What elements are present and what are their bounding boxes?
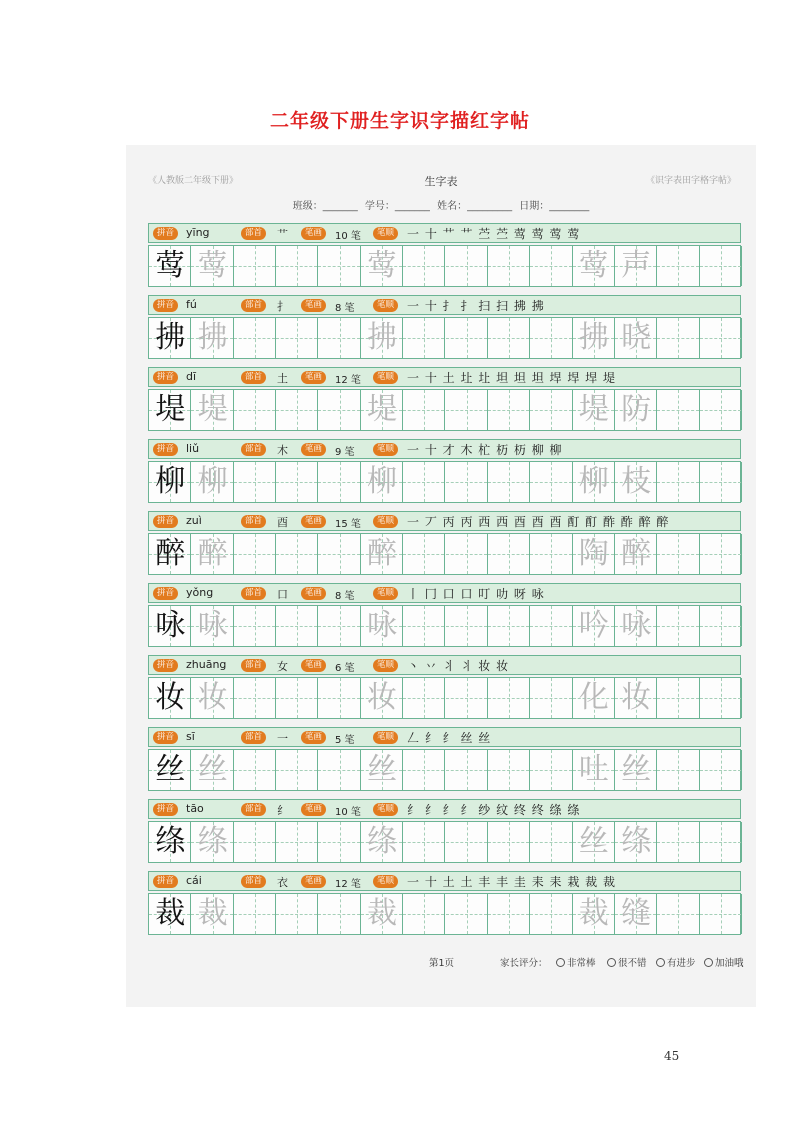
grid-cell[interactable] <box>488 750 530 790</box>
trace-character: 丝 <box>197 752 228 787</box>
trace-character: 妆 <box>197 680 228 715</box>
grid-cell[interactable] <box>318 822 360 862</box>
pinyin-tag: 拼音 <box>153 731 178 744</box>
grid-cell[interactable] <box>318 606 360 646</box>
entry-info-bar <box>148 871 741 891</box>
entry-info-bar <box>148 439 741 459</box>
parent-rating-label: 家长评分： <box>500 958 548 969</box>
grid-cell[interactable] <box>657 390 699 430</box>
pinyin-value: yǒng <box>186 586 214 599</box>
model-character: 拂 <box>155 320 186 355</box>
strokes-tag: 笔画 <box>301 443 326 456</box>
writing-grid <box>148 389 741 431</box>
writing-grid <box>148 893 741 935</box>
entry-info-bar <box>148 367 741 387</box>
character-entry <box>148 367 741 439</box>
grid-cell[interactable] <box>403 318 445 358</box>
grid-cell[interactable] <box>700 390 742 430</box>
grid-cell[interactable] <box>276 318 318 358</box>
stroke-order-tag: 笔顺 <box>373 515 398 528</box>
grid-cell[interactable] <box>657 894 699 934</box>
character-entry <box>148 583 741 655</box>
radical-tag: 部首 <box>241 731 266 744</box>
grid-cell[interactable] <box>530 462 572 502</box>
stroke-order-tag: 笔顺 <box>373 299 398 312</box>
rating-option[interactable]: 非常棒 <box>556 955 596 969</box>
writing-grid <box>148 749 741 791</box>
character-entry <box>148 655 741 727</box>
strokes-value: 10 笔 <box>335 231 361 242</box>
pinyin-tag: 拼音 <box>153 659 178 672</box>
writing-grid <box>148 317 741 359</box>
pinyin-value: zhuāng <box>186 658 227 671</box>
strokes-value: 15 笔 <box>335 519 361 530</box>
writing-grid <box>148 677 741 719</box>
stroke-order-tag: 笔顺 <box>373 371 398 384</box>
character-entry <box>148 799 741 871</box>
pinyin-tag: 拼音 <box>153 443 178 456</box>
grid-cell[interactable] <box>530 390 572 430</box>
writing-grid <box>148 821 741 863</box>
grid-cell[interactable] <box>276 462 318 502</box>
trace-character: 柳 <box>366 464 397 499</box>
grid-cell[interactable] <box>488 678 530 718</box>
pinyin-tag: 拼音 <box>153 299 178 312</box>
trace-character: 醉 <box>197 536 228 571</box>
pinyin-value: yīng <box>186 226 210 239</box>
grid-cell[interactable] <box>276 390 318 430</box>
grid-cell[interactable] <box>488 894 530 934</box>
strokes-tag: 笔画 <box>301 659 326 672</box>
grid-cell[interactable] <box>530 606 572 646</box>
radical-tag: 部首 <box>241 875 266 888</box>
grid-cell[interactable] <box>234 462 276 502</box>
grid-cell[interactable] <box>700 462 742 502</box>
grid-cell[interactable] <box>403 894 445 934</box>
grid-cell[interactable] <box>318 678 360 718</box>
strokes-tag: 笔画 <box>301 803 326 816</box>
rating-option[interactable]: 很不错 <box>607 955 647 969</box>
grid-cell[interactable] <box>700 822 742 862</box>
entry-info-bar <box>148 655 741 675</box>
word-character: 枝 <box>621 464 652 499</box>
stroke-order-tag: 笔顺 <box>373 731 398 744</box>
model-character: 妆 <box>155 680 186 715</box>
word-character: 裁 <box>578 896 609 931</box>
grid-cell[interactable] <box>234 606 276 646</box>
grid-cell[interactable] <box>530 318 572 358</box>
grid-cell[interactable] <box>446 822 488 862</box>
grid-cell[interactable] <box>318 462 360 502</box>
grid-cell[interactable] <box>488 246 530 286</box>
entry-info-bar <box>148 727 741 747</box>
strokes-tag: 笔画 <box>301 587 326 600</box>
strokes-value: 8 笔 <box>335 303 355 314</box>
model-character: 柳 <box>155 464 186 499</box>
trace-character: 妆 <box>366 680 397 715</box>
model-character: 裁 <box>155 896 186 931</box>
grid-cell[interactable] <box>700 318 742 358</box>
worksheet-footer <box>126 955 756 975</box>
grid-cell[interactable] <box>657 318 699 358</box>
strokes-value: 12 笔 <box>335 879 361 890</box>
grid-cell[interactable] <box>234 390 276 430</box>
pinyin-tag: 拼音 <box>153 371 178 384</box>
grid-cell[interactable] <box>403 390 445 430</box>
strokes-tag: 笔画 <box>301 371 326 384</box>
writing-grid <box>148 245 741 287</box>
grid-cell[interactable] <box>657 822 699 862</box>
strokes-tag: 笔画 <box>301 731 326 744</box>
trace-character: 咏 <box>197 608 228 643</box>
pinyin-tag: 拼音 <box>153 515 178 528</box>
radical-tag: 部首 <box>241 371 266 384</box>
word-character: 拂 <box>578 320 609 355</box>
grid-cell[interactable] <box>530 894 572 934</box>
pinyin-value: dī <box>186 370 197 383</box>
word-character: 咏 <box>621 608 652 643</box>
pinyin-tag: 拼音 <box>153 875 178 888</box>
writing-grid <box>148 461 741 503</box>
writing-grid <box>148 533 741 575</box>
character-entry <box>148 439 741 511</box>
grid-cell[interactable] <box>276 246 318 286</box>
grid-cell[interactable] <box>234 318 276 358</box>
entry-info-bar <box>148 583 741 603</box>
grid-cell[interactable] <box>318 894 360 934</box>
strokes-tag: 笔画 <box>301 515 326 528</box>
trace-character: 莺 <box>366 248 397 283</box>
model-character: 醉 <box>155 536 186 571</box>
strokes-value: 5 笔 <box>335 735 355 746</box>
trace-character: 柳 <box>197 464 228 499</box>
word-character: 莺 <box>578 248 609 283</box>
grid-cell[interactable] <box>446 462 488 502</box>
strokes-value: 12 笔 <box>335 375 361 386</box>
radical-tag: 部首 <box>241 443 266 456</box>
trace-character: 醉 <box>366 536 397 571</box>
word-character: 柳 <box>578 464 609 499</box>
trace-character: 堤 <box>366 392 397 427</box>
model-character: 咏 <box>155 608 186 643</box>
grid-cell[interactable] <box>276 534 318 574</box>
grid-cell[interactable] <box>403 534 445 574</box>
grid-cell[interactable] <box>234 822 276 862</box>
stroke-order-tag: 笔顺 <box>373 227 398 240</box>
grid-cell[interactable] <box>446 534 488 574</box>
radical-tag: 部首 <box>241 227 266 240</box>
word-character: 化 <box>578 680 609 715</box>
grid-cell[interactable] <box>403 462 445 502</box>
radical-tag: 部首 <box>241 803 266 816</box>
grid-cell[interactable] <box>488 462 530 502</box>
stroke-order-value: 一 十 艹 艹 苎 苎 莺 莺 莺 莺 <box>407 227 581 241</box>
grid-cell[interactable] <box>234 678 276 718</box>
radical-value: 衣 <box>277 876 288 889</box>
grid-cell[interactable] <box>700 750 742 790</box>
radical-tag: 部首 <box>241 587 266 600</box>
stroke-order-value: 一 十 才 木 杧 杤 杤 柳 柳 <box>407 443 563 457</box>
grid-cell[interactable] <box>700 246 742 286</box>
entry-info-bar <box>148 223 741 243</box>
grid-cell[interactable] <box>403 822 445 862</box>
grid-cell[interactable] <box>700 894 742 934</box>
grid-cell[interactable] <box>403 678 445 718</box>
model-character: 丝 <box>155 752 186 787</box>
grid-cell[interactable] <box>318 534 360 574</box>
trace-character: 拂 <box>197 320 228 355</box>
trace-character: 裁 <box>366 896 397 931</box>
stroke-order-value: 丶 丷 丬 丬 妆 妆 <box>407 659 510 673</box>
grid-cell[interactable] <box>276 606 318 646</box>
grid-cell[interactable] <box>657 678 699 718</box>
pinyin-value: liǔ <box>186 442 200 455</box>
stroke-order-value: 一 十 扌 扌 扫 扫 拂 拂 <box>407 299 545 313</box>
entry-info-bar <box>148 511 741 531</box>
character-entry <box>148 871 741 943</box>
word-character: 丝 <box>578 824 609 859</box>
worksheet <box>126 145 756 1007</box>
stroke-order-value: 𠃋 纟 纟 丝 丝 <box>407 731 492 745</box>
grid-cell[interactable] <box>657 462 699 502</box>
radical-value: 女 <box>277 660 288 673</box>
pinyin-tag: 拼音 <box>153 227 178 240</box>
trace-character: 拂 <box>366 320 397 355</box>
stroke-order-value: 一 丆 丙 丙 西 西 酉 酉 酉 酊 酊 酢 酢 醉 醉 <box>407 515 670 529</box>
trace-character: 丝 <box>366 752 397 787</box>
grid-cell[interactable] <box>234 894 276 934</box>
sheet-page-number: 第1页 <box>429 958 455 969</box>
word-character: 绦 <box>621 824 652 859</box>
model-character: 堤 <box>155 392 186 427</box>
radical-value: 一 <box>277 732 288 745</box>
strokes-value: 9 笔 <box>335 447 355 458</box>
grid-cell[interactable] <box>657 534 699 574</box>
grid-cell[interactable] <box>318 246 360 286</box>
character-entry <box>148 727 741 799</box>
pinyin-tag: 拼音 <box>153 587 178 600</box>
grid-cell[interactable] <box>488 822 530 862</box>
strokes-value: 6 笔 <box>335 663 355 674</box>
document-title: 二年级下册生字识字描红字帖 <box>269 110 530 132</box>
pinyin-value: cái <box>186 874 202 887</box>
entry-info-bar <box>148 799 741 819</box>
grid-cell[interactable] <box>403 606 445 646</box>
stroke-order-tag: 笔顺 <box>373 659 398 672</box>
pinyin-value: zuì <box>186 514 202 527</box>
page-number: 45 <box>664 1049 680 1063</box>
trace-character: 堤 <box>197 392 228 427</box>
grid-cell[interactable] <box>700 678 742 718</box>
grid-cell[interactable] <box>446 606 488 646</box>
radical-value: 口 <box>277 588 288 601</box>
grid-cell[interactable] <box>530 678 572 718</box>
radical-value: 扌 <box>277 300 288 313</box>
grid-cell[interactable] <box>657 606 699 646</box>
strokes-tag: 笔画 <box>301 299 326 312</box>
grid-cell[interactable] <box>488 606 530 646</box>
grid-cell[interactable] <box>446 894 488 934</box>
radical-tag: 部首 <box>241 515 266 528</box>
character-entry <box>148 295 741 367</box>
radical-value: 土 <box>277 372 288 385</box>
grid-cell[interactable] <box>657 246 699 286</box>
pinyin-tag: 拼音 <box>153 803 178 816</box>
stroke-order-value: 一 十 土 圵 圵 坦 坦 坦 垾 垾 垾 堤 <box>407 371 616 385</box>
grid-cell[interactable] <box>276 750 318 790</box>
grid-cell[interactable] <box>700 534 742 574</box>
grid-cell[interactable] <box>446 390 488 430</box>
rating-option[interactable]: 有进步 <box>656 955 696 969</box>
grid-cell[interactable] <box>318 750 360 790</box>
grid-cell[interactable] <box>234 750 276 790</box>
grid-cell[interactable] <box>234 534 276 574</box>
grid-cell[interactable] <box>530 822 572 862</box>
trace-character: 裁 <box>197 896 228 931</box>
radical-tag: 部首 <box>241 659 266 672</box>
stroke-order-value: 丨 冂 口 口 叮 叻 呀 咏 <box>407 587 545 601</box>
word-character: 堤 <box>578 392 609 427</box>
grid-cell[interactable] <box>276 894 318 934</box>
stroke-order-tag: 笔顺 <box>373 443 398 456</box>
trace-character: 咏 <box>366 608 397 643</box>
student-info-line: 班级：_______ 学号：_______ 姓名：_________ 日期：________ <box>292 201 590 212</box>
word-character: 防 <box>621 392 652 427</box>
stroke-order-tag: 笔顺 <box>373 587 398 600</box>
stroke-order-value: 一 十 土 土 丰 丰 圭 耒 耒 栽 裁 裁 <box>407 875 616 889</box>
radical-value: 艹 <box>277 228 288 241</box>
character-rows <box>148 223 741 943</box>
grid-cell[interactable] <box>530 534 572 574</box>
stroke-order-value: 纟 纟 纟 纟 纱 纹 终 终 绦 绦 <box>407 803 581 817</box>
character-entry <box>148 223 741 295</box>
strokes-tag: 笔画 <box>301 875 326 888</box>
worksheet-header <box>126 145 756 212</box>
writing-grid <box>148 605 741 647</box>
grid-cell[interactable] <box>488 390 530 430</box>
grid-cell[interactable] <box>276 822 318 862</box>
grid-cell[interactable] <box>318 390 360 430</box>
word-character: 声 <box>621 248 652 283</box>
brand-label: 《识字表田字格字帖》 <box>645 176 736 186</box>
grid-cell[interactable] <box>446 318 488 358</box>
stroke-order-tag: 笔顺 <box>373 803 398 816</box>
word-character: 丝 <box>621 752 652 787</box>
strokes-value: 8 笔 <box>335 591 355 602</box>
trace-character: 绦 <box>197 824 228 859</box>
grid-cell[interactable] <box>446 750 488 790</box>
grid-cell[interactable] <box>657 750 699 790</box>
sheet-name: 生字表 <box>424 175 458 188</box>
entry-info-bar <box>148 295 741 315</box>
edition-label: 《人教版二年级下册》 <box>148 176 239 186</box>
grid-cell[interactable] <box>403 246 445 286</box>
word-character: 醉 <box>621 536 652 571</box>
radical-value: 酉 <box>277 516 288 529</box>
trace-character: 莺 <box>197 248 228 283</box>
character-entry <box>148 511 741 583</box>
grid-cell[interactable] <box>234 246 276 286</box>
word-character: 缝 <box>621 896 652 931</box>
strokes-value: 10 笔 <box>335 807 361 818</box>
grid-cell[interactable] <box>318 318 360 358</box>
grid-cell[interactable] <box>488 534 530 574</box>
pinyin-value: fú <box>186 298 197 311</box>
grid-cell[interactable] <box>700 606 742 646</box>
grid-cell[interactable] <box>446 246 488 286</box>
grid-cell[interactable] <box>446 678 488 718</box>
trace-character: 绦 <box>366 824 397 859</box>
grid-cell[interactable] <box>276 678 318 718</box>
word-character: 吟 <box>578 608 609 643</box>
radical-value: 纟 <box>277 804 288 817</box>
strokes-tag: 笔画 <box>301 227 326 240</box>
grid-cell[interactable] <box>403 750 445 790</box>
word-character: 妆 <box>621 680 652 715</box>
radical-tag: 部首 <box>241 299 266 312</box>
stroke-order-tag: 笔顺 <box>373 875 398 888</box>
model-character: 绦 <box>155 824 186 859</box>
word-character: 陶 <box>578 536 609 571</box>
radical-value: 木 <box>277 444 288 457</box>
word-character: 晓 <box>621 320 652 355</box>
model-character: 莺 <box>155 248 186 283</box>
pinyin-value: tāo <box>186 802 204 815</box>
word-character: 吐 <box>578 752 609 787</box>
grid-cell[interactable] <box>530 750 572 790</box>
rating-option[interactable]: 加油哦 <box>704 955 744 969</box>
grid-cell[interactable] <box>530 246 572 286</box>
grid-cell[interactable] <box>488 318 530 358</box>
pinyin-value: sī <box>186 730 195 743</box>
